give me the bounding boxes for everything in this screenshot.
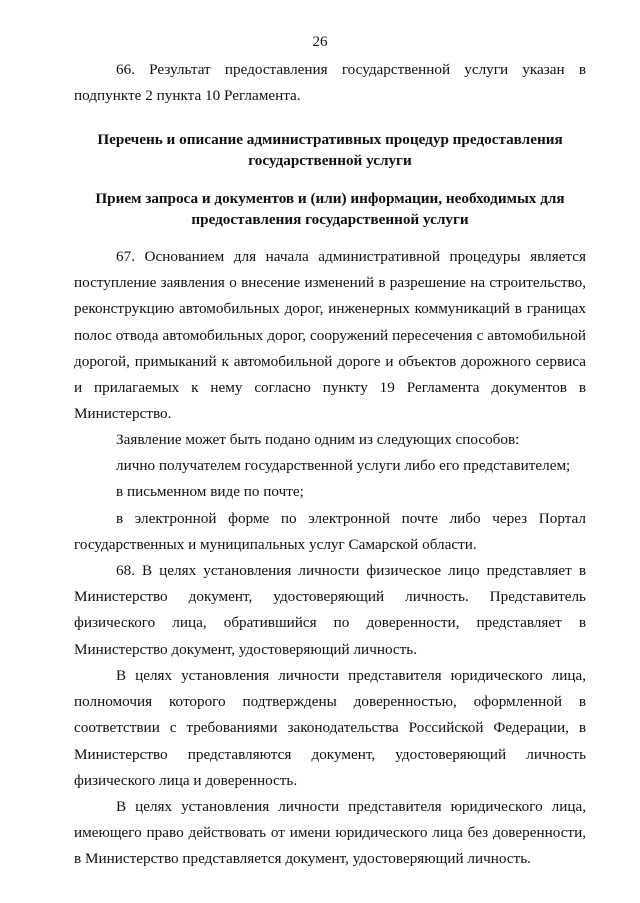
paragraph-68-text: 68. В целях установления личности физическое лицо представляет в Министерство документ, удостоверяющий личность. Представитель физического лица, обратившийся по доверенности, представляет в Министерство документ, удостоверяющий личность. <box>74 562 586 658</box>
paragraph-legal-entity-proxy <box>74 663 586 794</box>
paragraph-67 <box>74 244 586 427</box>
submission-method-mail: в письменном виде по почте; <box>116 483 304 501</box>
submission-method-in-person: лично получателем государственной услуги либо его представителем; <box>116 457 571 475</box>
paragraph-legal-entity-direct-text: В целях установления личности представителя юридического лица, имеющего право действовать от имени юридического лица без доверенности, в Министерство представляется документ, удостоверяющий личность. <box>74 798 586 868</box>
paragraph-legal-entity-direct <box>74 794 586 873</box>
submission-methods-intro: Заявление может быть подано одним из следующих способов: <box>116 431 520 448</box>
submission-method-electronic: в электронной форме по электронной почте либо через Портал государственных и муниципальных услуг Самарской области. <box>74 509 586 553</box>
section-heading-text: Перечень и описание административных процедур предоставления государственной услуги <box>97 131 563 169</box>
paragraph-68 <box>74 558 586 663</box>
paragraph-legal-entity-proxy-text: В целях установления личности представителя юридического лица, полномочия которого подтверждены доверенностью, оформленной в соответствии с требованиями законодательства Российской Федерации, в Министерство представляются документ, удостоверяющий личность физического лица и доверенность. <box>74 667 586 789</box>
section-heading <box>74 129 586 171</box>
paragraph-66 <box>74 57 586 109</box>
paragraph-66-text: 66. Результат предоставления государственной услуги указан в подпункте 2 пункта 10 Регламента. <box>74 61 586 105</box>
subsection-heading <box>74 188 586 230</box>
paragraph-67-text: 67. Основанием для начала административной процедуры является поступление заявления о внесение изменений в разрешение на строительство, реконструкцию автомобильных дорог, инженерных коммуникаций в границах полос отвода автомобильных дорог, сооружений пересечения с автомобильной дорогой, примыканий к автомобильной дороге и объектов дорожного сервиса и прилагаемых к нему согласно пункту 19 Регламента документов в Министерство. <box>74 248 586 423</box>
subsection-heading-text: Прием запроса и документов и (или) информации, необходимых для предоставления государственной услуги <box>95 190 565 228</box>
submission-methods <box>74 427 586 558</box>
page-number: 26 <box>312 34 328 50</box>
